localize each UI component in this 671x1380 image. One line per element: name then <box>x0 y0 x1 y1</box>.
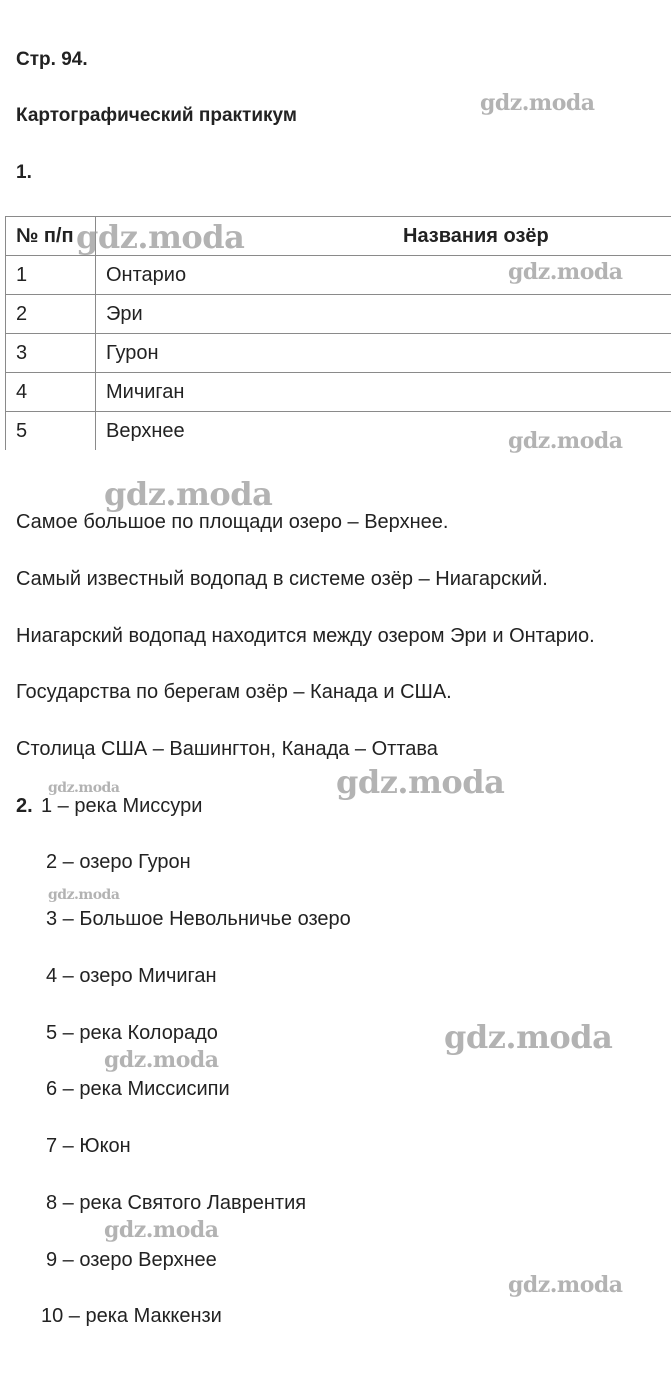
row-number: 4 <box>6 373 96 412</box>
watermark: gdz.moda <box>104 1047 219 1073</box>
lake-name: Мичиган <box>96 373 671 412</box>
page-number: Стр. 94. <box>16 49 88 70</box>
map-item: 10 – река Маккензи <box>41 1305 222 1327</box>
column-header-number: № п/п <box>6 217 96 256</box>
row-number: 2 <box>6 295 96 334</box>
watermark: gdz.moda <box>76 218 245 256</box>
lake-name: Онтарио <box>96 256 671 295</box>
map-item: 8 – река Святого Лаврентия <box>46 1192 307 1214</box>
statement-largest-lake: Самое большое по площади озеро – Верхнее. <box>16 511 449 533</box>
lake-name: Эри <box>96 295 671 334</box>
watermark: gdz.moda <box>508 1272 623 1298</box>
watermark: gdz.moda <box>48 887 120 903</box>
table-row <box>6 295 671 334</box>
table-row <box>6 373 671 412</box>
watermark: gdz.moda <box>104 1217 219 1243</box>
section-title: Картографический практикум <box>16 105 297 126</box>
task-2-label: 2. <box>16 795 33 817</box>
map-item: 9 – озеро Верхнее <box>46 1249 217 1271</box>
map-item: 3 – Большое Невольничье озеро <box>46 908 351 930</box>
lake-name: Верхнее <box>96 412 671 451</box>
map-item: 7 – Юкон <box>46 1135 131 1157</box>
watermark: gdz.moda <box>336 763 505 801</box>
column-header-lake-name: Названия озёр <box>96 217 671 256</box>
statement-countries: Государства по берегам озёр – Канада и США. <box>16 681 452 703</box>
row-number: 3 <box>6 334 96 373</box>
map-item: 4 – озеро Мичиган <box>46 965 217 987</box>
watermark: gdz.moda <box>104 475 273 513</box>
map-item: 2 – озеро Гурон <box>46 851 191 873</box>
lake-name: Гурон <box>96 334 671 373</box>
statement-waterfall: Самый известный водопад в системе озёр – Ниагарский. <box>16 568 548 590</box>
statement-waterfall-location: Ниагарский водопад находится между озером Эри и Онтарио. <box>16 625 595 647</box>
watermark: gdz.moda <box>508 428 623 454</box>
watermark: gdz.moda <box>444 1018 613 1056</box>
map-item: 1 – река Миссури <box>41 795 203 817</box>
statement-capitals: Столица США – Вашингтон, Канада – Оттава <box>16 738 438 760</box>
map-item: 5 – река Колорадо <box>46 1022 218 1044</box>
watermark: gdz.moda <box>48 780 120 796</box>
table-row <box>6 334 671 373</box>
task-1-label: 1. <box>16 162 32 183</box>
watermark: gdz.moda <box>508 259 623 285</box>
row-number: 1 <box>6 256 96 295</box>
row-number: 5 <box>6 412 96 451</box>
map-item: 6 – река Миссисипи <box>46 1078 230 1100</box>
watermark: gdz.moda <box>480 90 595 116</box>
